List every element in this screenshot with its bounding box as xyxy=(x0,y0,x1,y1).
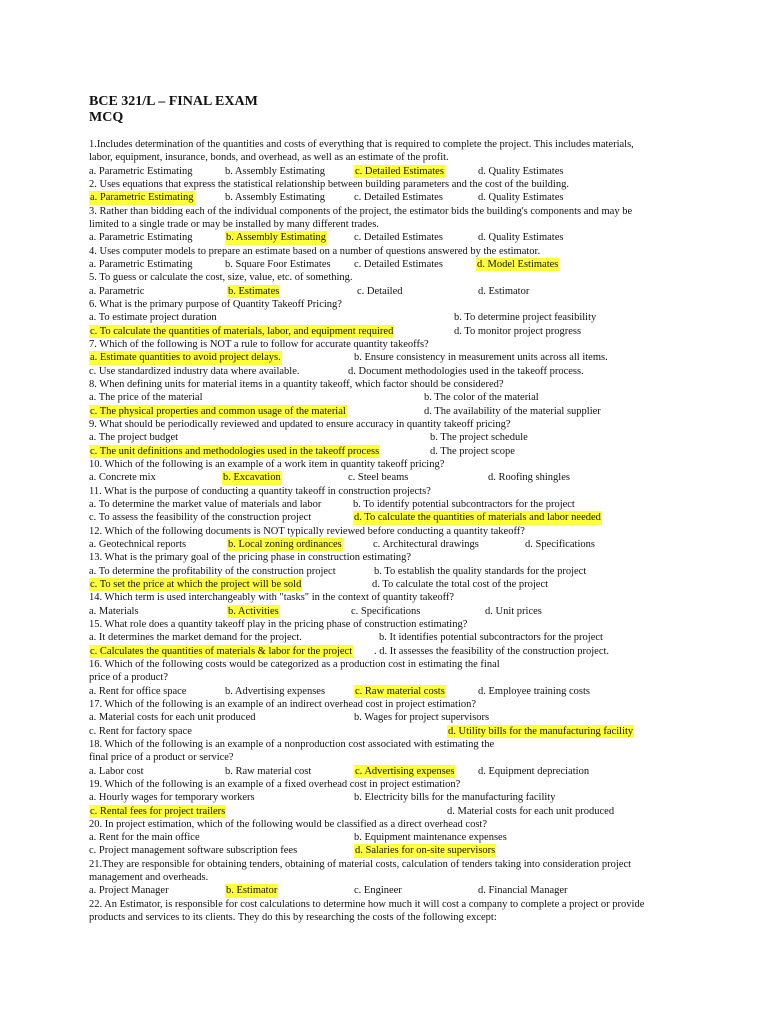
question-text: labor, equipment, insurance, bonds, and overhead, as well as an estimate of the profit. xyxy=(89,152,449,164)
answer-option: b. Assembly Estimating xyxy=(225,192,326,204)
answer-option: d. Quality Estimates xyxy=(478,232,564,244)
question-text: 5. To guess or calculate the cost, size, value, etc. of something. xyxy=(89,272,353,284)
answer-option: d. Employee training costs xyxy=(478,685,590,697)
answer-option-correct: b. Local zoning ordinances xyxy=(228,538,342,550)
answer-option: b. Raw material cost xyxy=(225,765,312,777)
answer-option-correct: c. Advertising expenses xyxy=(355,765,455,777)
answer-option: d. To monitor project progress xyxy=(454,325,582,337)
answer-option: d. Quality Estimates xyxy=(478,192,564,204)
answer-option: d. The project scope xyxy=(430,445,515,457)
question-text: products and services to its clients. They do this by researching the costs of the following except: xyxy=(89,912,497,924)
question-text: 10. Which of the following is an example of a work item in quantity takeoff pricing? xyxy=(89,458,445,470)
question-text: 1.Includes determination of the quantities and costs of everything that is required to complete the project. This includes materials, xyxy=(89,139,634,150)
answer-option: b. Advertising expenses xyxy=(225,685,326,697)
question-text: 19. Which of the following is an example of a fixed overhead cost in project estimation? xyxy=(89,778,461,790)
answer-option: c. Detailed Estimates xyxy=(354,192,443,204)
exam-subtitle: MCQ xyxy=(89,110,124,125)
answer-option: b. To establish the quality standards for the project xyxy=(374,565,587,577)
answer-option: a. Parametric xyxy=(89,285,145,297)
answer-option: c. Project management software subscription fees xyxy=(89,845,298,857)
answer-option-correct: b. Assembly Estimating xyxy=(226,232,327,244)
answer-option: d. Document methodologies used in the takeoff process. xyxy=(348,365,584,377)
answer-option-correct: d. Utility bills for the manufacturing facility xyxy=(448,725,634,737)
answer-option: a. To determine the market value of materials and labor xyxy=(89,498,322,510)
answer-option: c. Detailed Estimates xyxy=(354,258,443,270)
answer-option: d. Material costs for each unit produced xyxy=(447,805,615,817)
question-text: 12. Which of the following documents is NOT typically reviewed before conducting a quantity takeoff? xyxy=(89,525,525,537)
answer-option: d. The availability of the material supplier xyxy=(424,405,601,417)
exam-title: BCE 321/L – FINAL EXAM xyxy=(89,94,258,109)
answer-option: b. Square Foor Estimates xyxy=(225,258,331,270)
answer-option-correct: c. To set the price at which the project will be sold xyxy=(90,578,302,590)
answer-option: a. The price of the material xyxy=(89,392,203,404)
question-text: 4. Uses computer models to prepare an estimate based on a number of questions answered by the estimator. xyxy=(89,245,541,257)
question-text: 17. Which of the following is an example of an indirect overhead cost in project estimation? xyxy=(89,698,477,710)
answer-option-correct: b. Excavation xyxy=(223,472,281,484)
answer-option-correct: c. To calculate the quantities of materials, labor, and equipment required xyxy=(90,325,394,337)
question-text: 8. When defining units for material items in a quantity takeoff, which factor should be considered? xyxy=(89,378,504,390)
answer-option: b. The project schedule xyxy=(430,432,528,444)
answer-option: a. It determines the market demand for the project. xyxy=(89,632,302,644)
answer-option: b. Electricity bills for the manufacturing facility xyxy=(354,792,556,804)
question-text: 14. Which term is used interchangeably with "tasks" in the context of quantity takeoff? xyxy=(89,592,455,604)
question-text: 15. What role does a quantity takeoff play in the pricing phase of construction estimating? xyxy=(89,618,468,630)
question-text: 13. What is the primary goal of the pricing phase in construction estimating? xyxy=(89,552,412,564)
answer-option-correct: b. Estimator xyxy=(226,885,278,897)
answer-option: d. Quality Estimates xyxy=(478,165,564,177)
answer-option: c. Detailed Estimates xyxy=(354,232,443,244)
question-text: 6. What is the primary purpose of Quantity Takeoff Pricing? xyxy=(89,298,342,310)
question-text: 20. In project estimation, which of the following would be classified as a direct overhead cost? xyxy=(89,818,488,830)
answer-option: a. To estimate project duration xyxy=(89,312,217,324)
question-text: price of a product? xyxy=(89,672,169,684)
answer-option: a. Project Manager xyxy=(89,885,169,897)
answer-option-correct: b. Activities xyxy=(228,605,279,617)
answer-option: a. To determine the profitability of the construction project xyxy=(89,565,336,577)
question-text: 11. What is the purpose of conducting a quantity takeoff in construction projects? xyxy=(89,485,431,497)
answer-option: c. Use standardized industry data where available. xyxy=(89,365,300,377)
answer-option: b. To determine project feasibility xyxy=(454,312,597,324)
answer-option-correct: a. Parametric Estimating xyxy=(90,192,194,204)
question-text: management and overheads. xyxy=(89,872,209,884)
answer-option: a. The project budget xyxy=(89,432,179,444)
answer-option-correct: c. The physical properties and common usage of the material xyxy=(90,405,346,417)
answer-option: a. Rent for office space xyxy=(89,685,187,697)
answer-option: c. Architectural drawings xyxy=(373,538,479,550)
answer-option: b. The color of the material xyxy=(424,392,539,404)
answer-option: a. Hourly wages for temporary workers xyxy=(89,792,255,804)
answer-option: c. Engineer xyxy=(354,885,402,897)
answer-option: d. Roofing shingles xyxy=(488,472,570,484)
answer-option: d. Specifications xyxy=(525,538,595,550)
answer-option: a. Labor cost xyxy=(89,765,144,777)
answer-option: a. Material costs for each unit produced xyxy=(89,712,256,724)
answer-option-correct: c. Raw material costs xyxy=(355,685,445,697)
answer-option-correct: d. Salaries for on-site supervisors xyxy=(355,845,496,857)
answer-option-correct: d. Model Estimates xyxy=(477,258,559,270)
question-text: 21.They are responsible for obtaining tenders, obtaining of material costs, calculation of tenders taking into consideration project xyxy=(89,858,632,870)
answer-option: b. Assembly Estimating xyxy=(225,165,326,177)
answer-option: d. Equipment depreciation xyxy=(478,765,590,777)
answer-option: a. Concrete mix xyxy=(89,472,156,484)
answer-option: a. Rent for the main office xyxy=(89,832,200,844)
question-text: 16. Which of the following costs would be categorized as a production cost in estimating the final xyxy=(89,658,500,670)
answer-option: . d. It assesses the feasibility of the construction project. xyxy=(374,645,610,657)
answer-option: a. Parametric Estimating xyxy=(89,232,193,244)
answer-option: d. Unit prices xyxy=(485,605,542,617)
question-text: 22. An Estimator, is responsible for cost calculations to determine how much it will cost a company to complete a project or provide xyxy=(89,898,645,910)
question-text: 3. Rather than bidding each of the individual components of the project, the estimator bids the building's components and may be xyxy=(89,205,633,217)
answer-option: b. It identifies potential subcontractors for the project xyxy=(379,632,603,644)
answer-option-correct: c. The unit definitions and methodologies used in the takeoff process xyxy=(90,445,380,457)
answer-option-correct: c. Detailed Estimates xyxy=(355,165,444,177)
question-text: 2. Uses equations that express the statistical relationship between building parameters and the cost of the building. xyxy=(89,178,569,190)
question-text: 7. Which of the following is NOT a rule to follow for accurate quantity takeoffs? xyxy=(89,338,429,350)
question-text: final price of a product or service? xyxy=(89,752,234,764)
answer-option: a. Parametric Estimating xyxy=(89,258,193,270)
answer-option: a. Geotechnical reports xyxy=(89,538,187,550)
question-text: limited to a single trade or may be installed by many different trades. xyxy=(89,218,379,230)
answer-option: c. Rent for factory space xyxy=(89,725,192,737)
answer-option: b. Equipment maintenance expenses xyxy=(354,832,507,844)
answer-option-correct: a. Estimate quantities to avoid project delays. xyxy=(90,352,281,364)
answer-option: c. Detailed xyxy=(357,285,403,297)
answer-option: d. Estimator xyxy=(478,285,530,297)
answer-option: a. Parametric Estimating xyxy=(89,165,193,177)
answer-option: c. Steel beams xyxy=(348,472,409,484)
answer-option-correct: c. Rental fees for project trailers xyxy=(90,805,226,817)
answer-option-correct: d. To calculate the quantities of materials and labor needed xyxy=(354,512,601,524)
answer-option: b. Wages for project supervisors xyxy=(354,712,490,724)
question-text: 9. What should be periodically reviewed and updated to ensure accuracy in quantity takeoff pricing? xyxy=(89,418,511,430)
answer-option: b. Ensure consistency in measurement units across all items. xyxy=(354,352,608,364)
question-text: 18. Which of the following is an example of a nonproduction cost associated with estimating the xyxy=(89,738,495,750)
answer-option-correct: c. Calculates the quantities of materials & labor for the project xyxy=(90,645,353,657)
answer-option: c. Specifications xyxy=(351,605,421,617)
answer-option: b. To identify potential subcontractors for the project xyxy=(353,498,575,510)
answer-option: a. Materials xyxy=(89,605,139,617)
answer-option: c. To assess the feasibility of the construction project xyxy=(89,512,312,524)
answer-option: d. Financial Manager xyxy=(478,885,568,897)
answer-option: d. To calculate the total cost of the project xyxy=(372,578,549,590)
answer-option-correct: b. Estimates xyxy=(228,285,280,297)
